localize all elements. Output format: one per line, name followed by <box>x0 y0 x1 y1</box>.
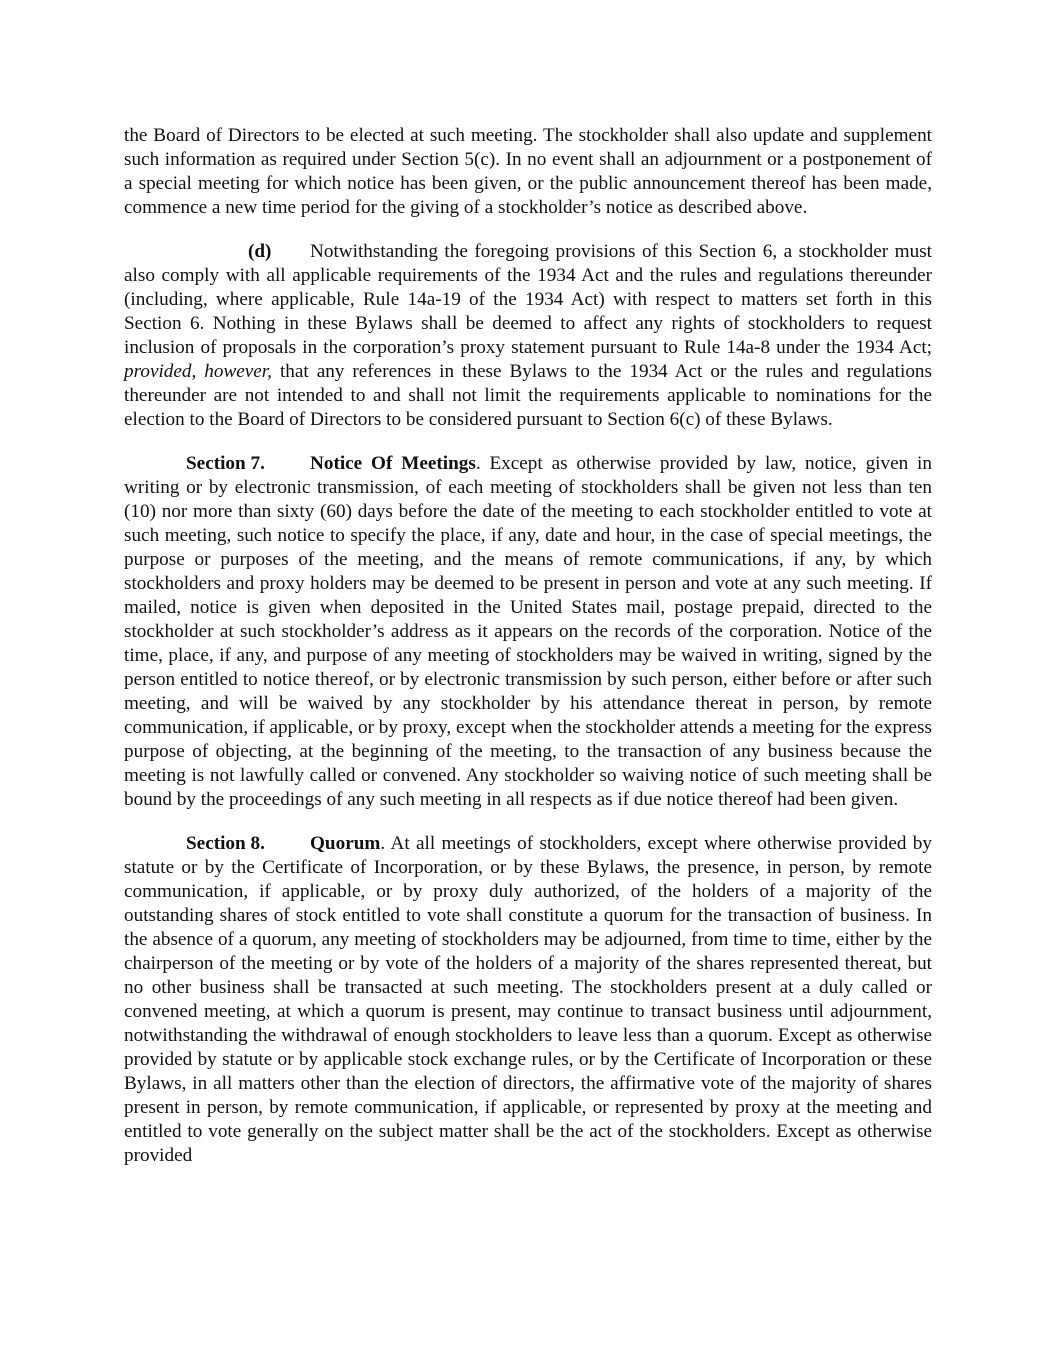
paragraph-text: that any references in these Bylaws to the 1934 Act or the rules and regulations thereunder are not intended to and shall not limit the requirements applicable to nominations for the election to the Board of Directors to be considered pursuant to Section 6(c) of these Bylaws. <box>124 361 932 430</box>
paragraph-text: . At all meetings of stockholders, except where otherwise provided by statute or by the Certificate of Incorporation, or by these Bylaws, the presence, in person, by remote communication, if applicable, or by proxy duly authorized, of the holders of a majority of the outstanding shares of stock entitled to vote shall constitute a quorum for the transaction of business. In the absence of a quorum, any meeting of stockholders may be adjourned, from time to time, either by the chairperson of the meeting or by vote of the holders of a majority of the shares represented thereat, but no other business shall be transacted at such meeting. The stockholders present at a duly called or convened meeting, at which a quorum is present, may continue to transact business until adjournment, notwithstanding the withdrawal of enough stockholders to leave less than a quorum. Except as otherwise provided by statute or by applicable stock exchange rules, or by the Certificate of Incorporation or these Bylaws, in all matters other than the election of directors, the affirmative vote of the majority of shares present in person, by remote communication, if applicable, or represented by proxy at the meeting and entitled to vote generally on the subject matter shall be the act of the stockholders. Except as otherwise provided <box>124 833 932 1166</box>
section-title: Notice Of Meetings <box>310 453 476 474</box>
section-number: Section 7. <box>186 453 265 474</box>
paragraph-text: the Board of Directors to be elected at such meeting. The stockholder shall also update and supplement such information as required under Section 5(c). In no event shall an adjournment or a postponement of a special meeting for which notice has been given, or the public announcement thereof has been made, commence a new time period for the giving of a stockholder’s notice as described above. <box>124 125 932 218</box>
document-page <box>124 124 932 1188</box>
section-8-quorum <box>124 832 932 1168</box>
section-number: Section 8. <box>186 833 265 854</box>
subsection-label: (d) <box>248 241 272 262</box>
section-title: Quorum <box>310 833 381 854</box>
paragraph-d <box>124 240 932 432</box>
paragraph-continuation <box>124 124 932 220</box>
paragraph-text: . Except as otherwise provided by law, notice, given in writing or by electronic transmission, of each meeting of stockholders shall be given not less than ten (10) nor more than sixty (60) days before the date of the meeting to each stockholder entitled to vote at such meeting, such notice to specify the place, if any, date and hour, in the case of special meetings, the purpose or purposes of the meeting, and the means of remote communications, if any, by which stockholders and proxy holders may be deemed to be present in person and vote at any such meeting. If mailed, notice is given when deposited in the United States mail, postage prepaid, directed to the stockholder at such stockholder’s address as it appears on the records of the corporation. Notice of the time, place, if any, and purpose of any meeting of stockholders may be waived in writing, signed by the person entitled to notice thereof, or by electronic transmission by such person, either before or after such meeting, and will be waived by any stockholder by his attendance thereat in person, by remote communication, if applicable, or by proxy, except when the stockholder attends a meeting for the express purpose of objecting, at the beginning of the meeting, to the transaction of any business because the meeting is not lawfully called or convened. Any stockholder so waiving notice of such meeting shall be bound by the proceedings of any such meeting in all respects as if due notice thereof had been given. <box>124 453 932 810</box>
section-7-notice-of-meetings <box>124 452 932 812</box>
italic-phrase: provided, however, <box>124 361 272 382</box>
paragraph-text: Notwithstanding the foregoing provisions of this Section 6, a stockholder must also comply with all applicable requirements of the 1934 Act and the rules and regulations thereunder (including, where applicable, Rule 14a-19 of the 1934 Act) with respect to matters set forth in this Section 6. Nothing in these Bylaws shall be deemed to affect any rights of stockholders to request inclusion of proposals in the corporation’s proxy statement pursuant to Rule 14a-8 under the 1934 Act; <box>124 241 932 358</box>
